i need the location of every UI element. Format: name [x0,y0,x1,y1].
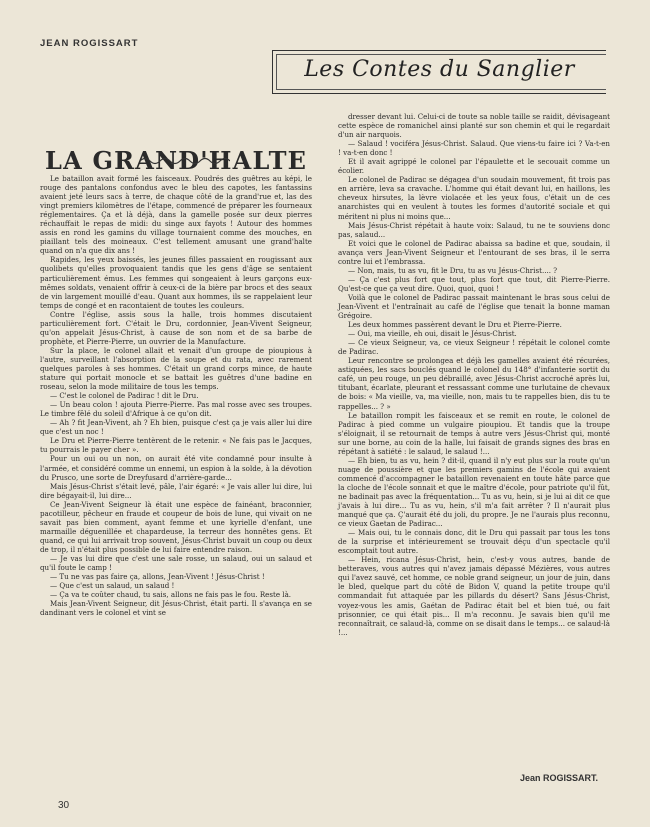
article-paragraph: — Mais oui, tu le connais donc, dit le Dru qui passait par tous les tons de la surprise et intérieurement se trouvait déçu d'un spectacle qu'il escomptait tout autre. [338,528,610,556]
article-paragraph: — Un beau colon ! ajouta Pierre-Pierre. Pas mal rosse avec ses troupes. Le timbre fêlé du soleil d'Afrique à ce qu'on dit. [40,400,312,419]
article-paragraph: Et il avait agrippé le colonel par l'épaulette et le secouait comme un écolier. [338,157,610,176]
article-paragraph: Voilà que le colonel de Padirac passait maintenant le bras sous celui de Jean-Vivent et l'entraînait au café de l'église que tenait la bonne maman Grégoire. [338,292,610,321]
article-paragraph: — Je vas lui dire que c'est une sale rosse, un salaud, oui un salaud et qu'il foute le camp ! [40,553,312,573]
article-paragraph: Le bataillon avait formé les faisceaux. Poudrés des guêtres au képi, le rouge des pantalons confondus avec le bleu des capotes, les fantassins avaient jeté leurs sacs à terre, de chaque côté de la grand'rue et, las des vingt premiers kilomètres de l'étape, commencé de préparer les fourneaux réglementaires. Ça et là déjà, dans la gamelle posée sur deux pierres réchauffait le repas de midi: du singe aux fayots ! Autour des hommes assis en rond les gamins du village tournaient comme des mouches, en piaillant tels des moineaux. C'est tellement amusant une grand'halte quand on n'a que dix ans ! [40,174,312,256]
header-author: JEAN ROGISSART [40,38,139,49]
article-paragraph: Mais Jean-Vivent Seigneur, dit Jésus-Christ, était parti. Il s'avança en se dandinant vers le colonel et vint se [40,599,312,618]
article-paragraph: — Non, mais, tu as vu, fit le Dru, tu as vu Jésus-Christ.... ? [348,265,558,275]
series-title-box [272,50,606,94]
article-paragraph: Sur la place, le colonel allait et venait d'un groupe de pioupious à l'autre, surveillant l'absorption de la soupe et du rata, avec rarement quelques paroles à ses hommes. C'était un grand corps mince, de haute stature qui portait monocle et se battait les guêtres d'une badine en roseau, selon la mode militaire de tous les temps. [40,345,312,392]
article-paragraph: Le bataillon rompit les faisceaux et se remit en route, le colonel de Padirac à pied comme un vulgaire pioupiou. Et tandis que la troupe s'éloignait, il se retournait de temps à autre vers Jésus-Christ qui, monté sur une borne, au coin de la halle, lui faisait de grands signes des bras en répétant à satiété : le salaud, le salaud !... [338,410,610,456]
article-paragraph: Les deux hommes passèrent devant le Dru et Pierre-Pierre. [348,320,562,330]
article-title: LA GRAND'HALTE [45,146,308,176]
article-paragraph: Mais Jésus-Christ répétait à haute voix: Salaud, tu ne te souviens donc pas, salaud... [338,220,610,239]
article-paragraph: — Ce vieux Seigneur, va, ce vieux Seigneur ! répétait le colonel comte de Padirac. [338,338,610,357]
article-paragraph: Mais Jésus-Christ s'était levé, pâle, l'air égaré: « Je vais aller lui dire, lui dire bégayait-il, lui dire... [40,481,312,500]
article-paragraph: — Hein, ricana Jésus-Christ, hein, c'est-y vous autres, bande de betteraves, vous autres qui n'avez jamais dépassé Mézières, vous autres qui l'avez sauvé, cet homme, ce noble grand seigneur, un jour de juin, dans le bled, quelque part du côté de Bidon V, quand la petite troupe qu'il commandait fut attaquée par les pillards du désert? Sans Jésus-Christ, voyez-vous les amis, Gaétan de Padirac était bel et bien tué, ou fait prisonnier, ce qui était pis... Il m'a reconnu. Je savais bien qu'il me reconnaîtrait, ce salaud-là, comme on se disait dans le temps... ce salaud-là !... [338,555,610,637]
article-paragraph: Pour un oui ou un non, on aurait été vite condamné pour insulte à l'armée, et considéré comme un ennemi, un espion à la solde, à la dévotion du Prusco, une sorte de Dreyfusard d'arrière-garde... [40,454,312,482]
article-paragraph: — Tu ne vas pas faire ça, allons, Jean-Vivent ! Jésus-Christ ! [50,572,265,582]
article-paragraph: Leur rencontre se prolongea et déjà les gamelles avaient été récurées, astiquées, les sacs bouclés quand le colonel du 148° d'infanterie sortit du café, un peu rouge, un peu débraillé, avec Jésus-Christ accroché après lui, titubant, écarlate, pleurant et ressassant comme une turlutaine de chevaux de bois: « Ma vieille, va, ma vieille, non, mais tu te rappelles bien, dis tu te rappelles... ? » [338,356,610,411]
article-paragraph: Et voici que le colonel de Padirac abaissa sa badine et que, soudain, il avança vers Jean-Vivent Seigneur et l'entourant de ses bras, il le serra contre lui et l'embrassa. [338,238,610,266]
article-paragraph: — Ça va te coûter chaud, tu sais, allons ne fais pas le fou. Reste là. [50,590,292,600]
article-paragraph: — Oui, ma vieille, eh oui, disait le Jésus-Christ. [348,329,517,339]
article-paragraph: Le colonel de Padirac se dégagea d'un soudain mouvement, fit trois pas en arrière, leva sa cravache. L'homme qui était devant lui, en haillons, les cheveux hirsutes, la lèvre violacée et les yeux fous, c'était un de ces anarchistes qui en veulent à toutes les formes d'autorité sociale et qui méritent ni plus ni moins que... [338,175,610,221]
article-paragraph: Ce Jean-Vivent Seigneur là était une espèce de fainéant, braconnier, pacotilleur, pêcheur en fraude et coupeur de bois de lune, qui vivait on ne savait pas bien comment, ayant femme et une kyrielle d'enfant, une marmaille déguenillée et chapardeuse, la terreur des honnêtes gens. Et quand, ce qui lui arrivait trop souvent, Jésus-Christ buvait un coup ou deux de trop, il n'était plus possible de lui faire entendre raison. [40,499,312,554]
article-left-column [40,174,312,617]
article-paragraph: — Eh bien, tu as vu, hein ? dit-il, quand il n'y eut plus sur la route qu'un nuage de poussière et que les premiers gamins de l'école qui avaient commencé d'accompagner le bataillon revenaient en toute hâte parce que la cloche de l'école sonnait et que le maître d'école, pour patriote qu'il fût, ne badinait pas avec la fréquentation... Tu as vu, hein, si je lui ai dit ce que j'avais à lui dire... Tu as vu, hein, s'il m'a fait arrêter ? Il n'aurait plus manqué que ça. Ç'aurait été du joli, du propre. Je ne l'aurais plus reconnu, ce vieux Gaetan de Padirac... [338,455,610,529]
article-paragraph: Contre l'église, assis sous la halle, trois hommes discutaient particulièrement fort. C'était le Dru, cordonnier, Jean-Vivent Seigneur, qu'on appelait Jésus-Christ, à cause de son nom et de sa barbe de prophète, et Pierre-Pierre, un ouvrier de la Manufacture. [40,309,312,346]
article-right-column [338,112,610,637]
page-number: 30 [58,800,70,811]
article-signature: Jean ROGISSART. [520,773,599,783]
article-paragraph: — Ah ? fit Jean-Vivent, ah ? Eh bien, puisque c'est ça je vais aller lui dire que c'est un noc ! [40,418,312,437]
title-wave-ornament [140,156,230,166]
article-paragraph: — Salaud ! vociféra Jésus-Christ. Salaud. Que viens-tu faire ici ? Va-t-en ! va-t-en donc ! [338,139,610,158]
article-paragraph: Rapides, les yeux baissés, les jeunes filles passaient en rougissant aux quolibets qu'elles provoquaient tandis que les gens d'âge se sentaient particulièrement émus. Les femmes qui songeaient à leurs garçons eux-mêmes soldats, venaient offrir à ceux-ci de la bière par brocs et des seaux de vin largement mouillé d'eau. Quant aux hommes, ils se rappelaient leur temps de congé et en racontaient de toutes les couleurs. [40,255,312,310]
article-paragraph: dresser devant lui. Celui-ci de toute sa noble taille se raidit, dévisageant cette espèce de romanichel ainsi planté sur son chemin et qui le regardait d'un air narquois. [338,112,610,140]
article-paragraph: — Ça c'est plus fort que tout, plus fort que tout, dit Pierre-Pierre. Qu'est-ce que ça veut dire. Quoi, quoi, quoi ! [338,274,610,293]
series-title: Les Contes du Sanglier [304,57,575,82]
article-paragraph: Le Dru et Pierre-Pierre tentèrent de le retenir. « Ne fais pas le Jacques, tu pourrais le payer cher ». [40,436,312,455]
article-paragraph: — C'est le colonel de Padirac ! dit le Dru. [50,391,199,401]
article-paragraph: — Que c'est un salaud, un salaud ! [50,581,175,591]
